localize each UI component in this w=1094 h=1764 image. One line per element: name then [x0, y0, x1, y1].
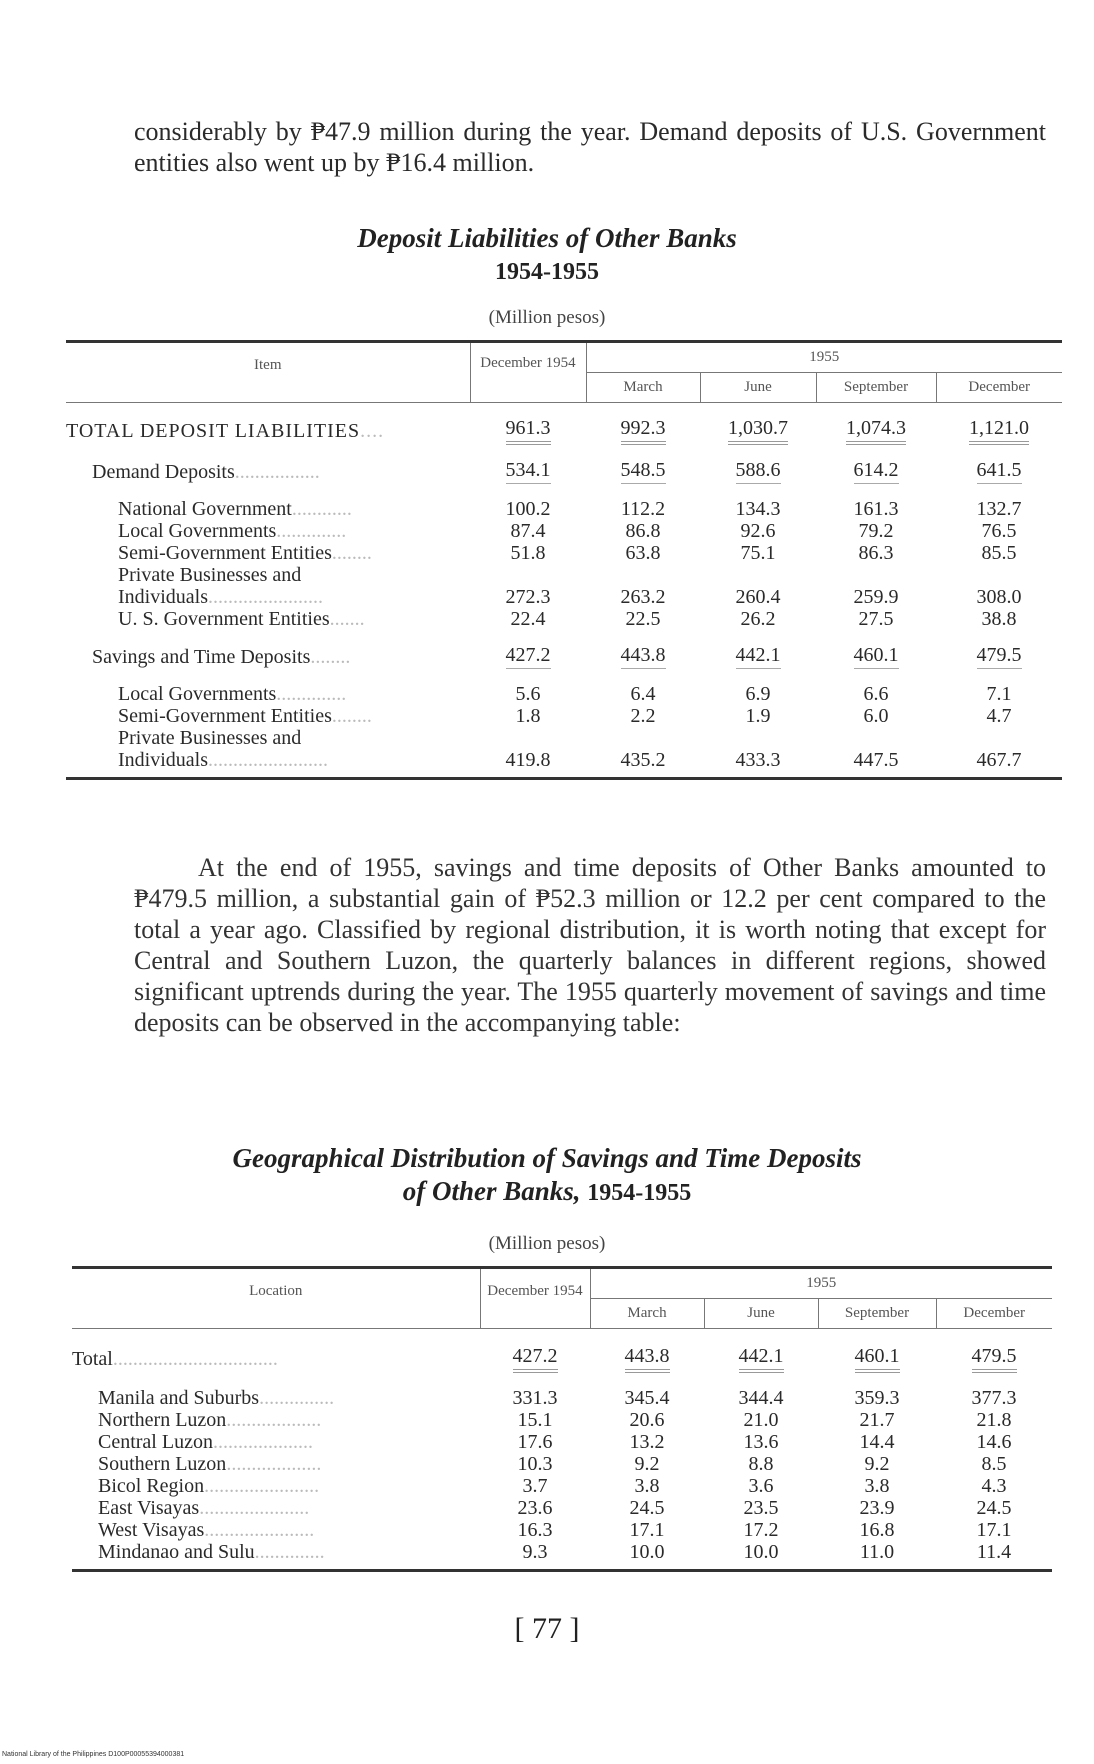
deposit-liabilities-table [66, 340, 1062, 780]
table-row: Southern Luzon................... 10.3 9.2 8.8 9.2 8.5 [72, 1453, 1052, 1475]
cell-value: 479.5 [972, 1345, 1017, 1373]
cell-value: 447.5 [853, 749, 899, 771]
cell-value: 377.3 [971, 1387, 1017, 1409]
cell-value: 10.3 [517, 1453, 553, 1475]
cell-value: 534.1 [506, 459, 551, 484]
cell-value: 7.1 [986, 683, 1012, 705]
cell-value: 3.8 [634, 1475, 660, 1497]
cell-value: 3.8 [864, 1475, 890, 1497]
cell-value: 63.8 [625, 542, 661, 564]
cell-value: 1,074.3 [846, 417, 906, 445]
intro-paragraph: considerably by ₱47.9 million during the year. Demand deposits of U.S. Government entities also went up by ₱16.4 million. [134, 117, 1046, 177]
cell-value: 86.3 [858, 542, 894, 564]
cell-value: 10.0 [629, 1541, 665, 1563]
table2-years: 1954-1955 [587, 1180, 692, 1206]
location-header: Location [249, 1283, 303, 1299]
cell-value: 260.4 [735, 586, 781, 608]
cell-value: 1,121.0 [969, 417, 1029, 445]
footer-credit: National Library of the Philippines D100P00055394000381 [2, 1751, 185, 1758]
cell-value: 26.2 [740, 608, 776, 630]
cell-value: 1.9 [745, 705, 771, 727]
table-row: Northern Luzon................... 15.1 20.6 21.0 21.7 21.8 [72, 1409, 1052, 1431]
cell-value: 134.3 [735, 498, 781, 520]
cell-value: 331.3 [512, 1387, 558, 1409]
cell-value: 467.7 [976, 749, 1022, 771]
row-label: National Government [118, 498, 292, 520]
table1-unit: (Million pesos) [488, 307, 606, 328]
table-row: Local Governments.............. 87.4 86.8 92.6 79.2 76.5 [66, 520, 1062, 542]
cell-value: 17.1 [976, 1519, 1012, 1541]
cell-value: 17.1 [629, 1519, 665, 1541]
cell-value: 23.5 [743, 1497, 779, 1519]
cell-value: 100.2 [505, 498, 551, 520]
cell-value: 27.5 [858, 608, 894, 630]
table-row: National Government............ 100.2 112.2 134.3 161.3 132.7 [66, 498, 1062, 520]
item-header: Item [254, 357, 282, 373]
cell-value: 3.6 [748, 1475, 774, 1497]
cell-value: 1,030.7 [728, 417, 788, 445]
table-row: Semi-Government Entities........ 51.8 63.8 75.1 86.3 85.5 [66, 542, 1062, 564]
cell-value: 38.8 [981, 608, 1017, 630]
cell-value: 308.0 [976, 586, 1022, 608]
cell-value: 359.3 [854, 1387, 900, 1409]
september-header: September [818, 1299, 936, 1329]
cell-value: 5.6 [515, 683, 541, 705]
cell-value: 9.3 [522, 1541, 548, 1563]
geographical-distribution-table [72, 1266, 1052, 1572]
cell-value: 6.9 [745, 683, 771, 705]
table2-title-line1: Geographical Distribution of Savings and Time Deposits [232, 1143, 862, 1173]
cell-value: 345.4 [624, 1387, 670, 1409]
june-header: June [700, 373, 816, 403]
row-label: Mindanao and Sulu [98, 1541, 255, 1563]
cell-value: 13.6 [743, 1431, 779, 1453]
cell-value: 85.5 [981, 542, 1017, 564]
cell-value: 161.3 [853, 498, 899, 520]
dec1954-header: December 1954 [470, 342, 586, 403]
cell-value: 21.0 [743, 1409, 779, 1431]
cell-value: 51.8 [510, 542, 546, 564]
year-1955-header: 1955 [590, 1268, 1052, 1299]
cell-value: 8.5 [981, 1453, 1007, 1475]
cell-value: 24.5 [976, 1497, 1012, 1519]
cell-value: 23.6 [517, 1497, 553, 1519]
row-label: Bicol Region [98, 1475, 205, 1497]
row-label: Demand Deposits [92, 460, 235, 483]
cell-value: 75.1 [740, 542, 776, 564]
table1-title: Deposit Liabilities of Other Banks [357, 223, 737, 253]
cell-value: 433.3 [735, 749, 781, 771]
row-label: West Visayas [98, 1519, 205, 1541]
year-1955-header: 1955 [586, 342, 1062, 373]
cell-value: 16.3 [517, 1519, 553, 1541]
cell-value: 22.5 [625, 608, 661, 630]
cell-value: 460.1 [855, 1345, 900, 1373]
cell-value: 86.8 [625, 520, 661, 542]
cell-value: 263.2 [620, 586, 666, 608]
cell-value: 2.2 [630, 705, 656, 727]
table-row: TOTAL DEPOSIT LIABILITIES.... 961.3 992.3 1,030.7 1,074.3 1,121.0 [66, 417, 1062, 445]
table2-title-line2-wrap [0, 1175, 1094, 1210]
cell-value: 17.2 [743, 1519, 779, 1541]
cell-value: 14.4 [859, 1431, 895, 1453]
cell-value: 479.5 [977, 644, 1022, 669]
cell-value: 11.4 [976, 1541, 1012, 1563]
cell-value: 87.4 [510, 520, 546, 542]
table1-years: 1954-1955 [495, 259, 599, 285]
cell-value: 272.3 [505, 586, 551, 608]
cell-value: 614.2 [854, 459, 899, 484]
cell-value: 460.1 [854, 644, 899, 669]
cell-value: 427.2 [506, 644, 551, 669]
row-label: TOTAL DEPOSIT LIABILITIES [66, 420, 361, 442]
row-label: Southern Luzon [98, 1453, 227, 1475]
row-label: Local Governments [118, 683, 277, 705]
row-label: Savings and Time Deposits [92, 645, 311, 668]
row-label: Private Businesses and Individuals [118, 564, 302, 608]
cell-value: 961.3 [506, 417, 551, 445]
cell-value: 442.1 [736, 644, 781, 669]
page-number: [ 77 ] [514, 1612, 580, 1645]
table-row: Private Businesses and Individuals....................... 272.3 263.2 260.4 259.9 308.0 [66, 564, 1062, 608]
cell-value: 15.1 [517, 1409, 553, 1431]
cell-value: 21.8 [976, 1409, 1012, 1431]
cell-value: 8.8 [748, 1453, 774, 1475]
cell-value: 443.8 [625, 1345, 670, 1373]
row-label: Central Luzon [98, 1431, 213, 1453]
cell-value: 132.7 [976, 498, 1022, 520]
cell-value: 6.0 [863, 705, 889, 727]
table-row: Bicol Region....................... 3.7 3.8 3.6 3.8 4.3 [72, 1475, 1052, 1497]
table-row: Mindanao and Sulu.............. 9.3 10.0 10.0 11.0 11.4 [72, 1541, 1052, 1571]
december-header: December [936, 373, 1062, 403]
cell-value: 259.9 [853, 586, 899, 608]
cell-value: 13.2 [629, 1431, 665, 1453]
row-label: Semi-Government Entities [118, 542, 332, 564]
row-label: U. S. Government Entities [118, 608, 330, 630]
table-row: East Visayas...................... 23.6 24.5 23.5 23.9 24.5 [72, 1497, 1052, 1519]
table-row: Total................................. 427.2 443.8 442.1 460.1 479.5 [72, 1345, 1052, 1373]
september-header: September [816, 373, 936, 403]
cell-value: 9.2 [864, 1453, 890, 1475]
row-label: Private Businesses and Individuals [118, 727, 302, 771]
cell-value: 76.5 [981, 520, 1017, 542]
cell-value: 79.2 [858, 520, 894, 542]
cell-value: 992.3 [621, 417, 666, 445]
june-header: June [704, 1299, 818, 1329]
cell-value: 1.8 [515, 705, 541, 727]
cell-value: 641.5 [977, 459, 1022, 484]
table2-unit: (Million pesos) [488, 1233, 606, 1254]
table-row: Demand Deposits................. 534.1 548.5 588.6 614.2 641.5 [92, 459, 1022, 483]
cell-value: 548.5 [621, 459, 666, 484]
cell-value: 4.7 [986, 705, 1012, 727]
march-header: March [590, 1299, 704, 1329]
cell-value: 435.2 [620, 749, 666, 771]
cell-value: 9.2 [634, 1453, 660, 1475]
cell-value: 4.3 [981, 1475, 1007, 1497]
cell-value: 6.4 [630, 683, 656, 705]
row-label: Manila and Suburbs [98, 1387, 260, 1409]
december-header: December [936, 1299, 1052, 1329]
cell-value: 6.6 [863, 683, 889, 705]
row-label: East Visayas [98, 1497, 200, 1519]
cell-value: 21.7 [859, 1409, 895, 1431]
cell-value: 419.8 [505, 749, 551, 771]
table-row: Savings and Time Deposits........ 427.2 443.8 442.1 460.1 479.5 [92, 644, 1022, 668]
cell-value: 112.2 [620, 498, 666, 520]
cell-value: 23.9 [859, 1497, 895, 1519]
dec1954-header: December 1954 [480, 1268, 590, 1329]
cell-value: 344.4 [738, 1387, 784, 1409]
body-paragraph: At the end of 1955, savings and time deposits of Other Banks amounted to ₱479.5 million, a substantial gain of ₱52.3 million or 12.2 per cent compared to the total a year ago. Classified by regional distribution, it is worth noting that except for Central and Southern Luzon, the quarterly balances in different regions, showed significant uptrends during the year. The 1955 quarterly movement of savings and time deposits can be observed in the accompanying table: [134, 853, 1046, 1037]
table-row: Manila and Suburbs............... 331.3 345.4 344.4 359.3 377.3 [72, 1387, 1052, 1409]
row-label: Semi-Government Entities [118, 705, 332, 727]
cell-value: 588.6 [736, 459, 781, 484]
row-label: Local Governments [118, 520, 277, 542]
table2-title-line2: of Other Banks, [402, 1176, 581, 1206]
table-row: Semi-Government Entities........ 1.8 2.2 1.9 6.0 4.7 [66, 705, 1062, 727]
cell-value: 442.1 [739, 1345, 784, 1373]
table-row: West Visayas...................... 16.3 17.1 17.2 16.8 17.1 [72, 1519, 1052, 1541]
table-row: Private Businesses and Individuals........................ 419.8 435.2 433.3 447.5 467.7 [66, 727, 1062, 779]
cell-value: 17.6 [517, 1431, 553, 1453]
cell-value: 427.2 [513, 1345, 558, 1373]
cell-value: 3.7 [522, 1475, 548, 1497]
cell-value: 22.4 [510, 608, 546, 630]
cell-value: 11.0 [859, 1541, 895, 1563]
cell-value: 20.6 [629, 1409, 665, 1431]
cell-value: 443.8 [621, 644, 666, 669]
row-label: Northern Luzon [98, 1409, 227, 1431]
cell-value: 14.6 [976, 1431, 1012, 1453]
table-row: U. S. Government Entities....... 22.4 22.5 26.2 27.5 38.8 [66, 608, 1062, 630]
row-label: Total [72, 1348, 113, 1370]
cell-value: 10.0 [743, 1541, 779, 1563]
table-row: Central Luzon.................... 17.6 13.2 13.6 14.4 14.6 [72, 1431, 1052, 1453]
cell-value: 16.8 [859, 1519, 895, 1541]
march-header: March [586, 373, 700, 403]
cell-value: 24.5 [629, 1497, 665, 1519]
cell-value: 92.6 [740, 520, 776, 542]
table-row: Local Governments.............. 5.6 6.4 6.9 6.6 7.1 [66, 683, 1062, 705]
